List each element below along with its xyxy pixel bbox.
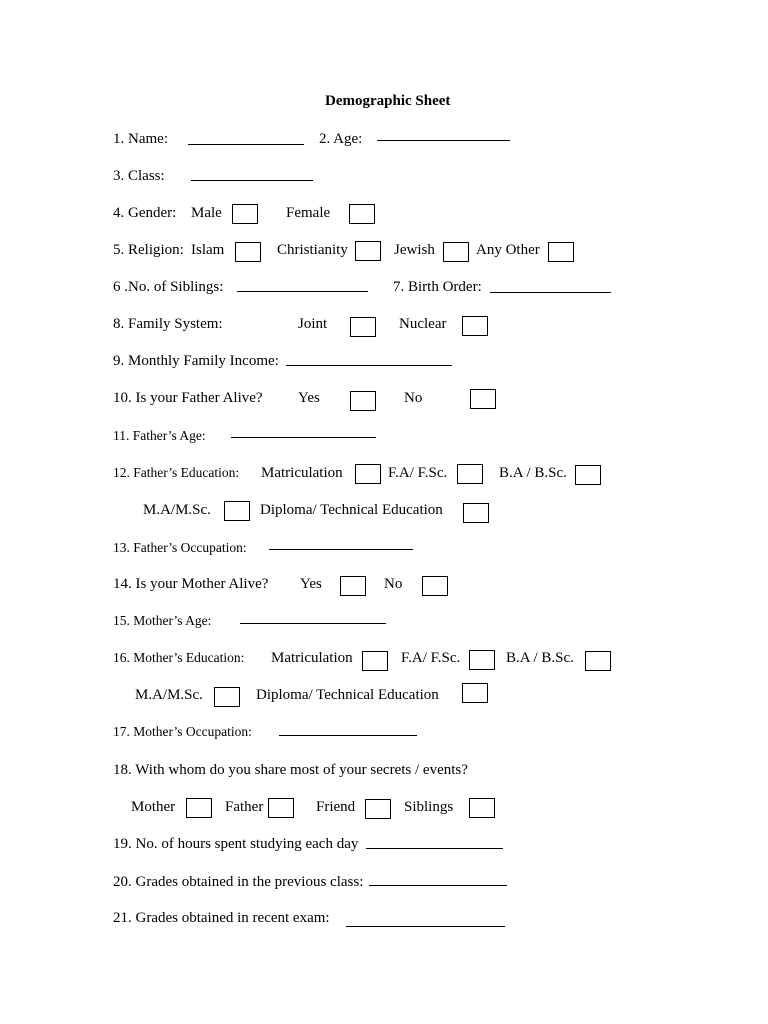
siblings-field[interactable] (237, 291, 368, 292)
mother-edu-matric-checkbox[interactable] (362, 651, 388, 671)
religion-option-christianity-label: Christianity (277, 242, 348, 258)
secrets-mother-label: Mother (131, 799, 176, 815)
secrets-father-checkbox[interactable] (268, 798, 294, 818)
birth-order-field[interactable] (490, 292, 611, 293)
father-alive-no-label: No (404, 390, 423, 406)
father-edu-ba-checkbox[interactable] (575, 465, 601, 485)
religion-option-jewish-label: Jewish (394, 242, 435, 258)
secrets-friend-label: Friend (316, 799, 356, 815)
family-nuclear-checkbox[interactable] (462, 316, 488, 336)
income-field[interactable] (286, 365, 452, 366)
income-label: 9. Monthly Family Income: (113, 353, 279, 369)
father-edu-ba-label: B.A / B.Sc. (499, 465, 567, 481)
mother-age-field[interactable] (240, 623, 386, 624)
mother-alive-yes-checkbox[interactable] (340, 576, 366, 596)
name-label: 1. Name: (113, 131, 168, 147)
father-edu-fa-checkbox[interactable] (457, 464, 483, 484)
father-edu-matric-label: Matriculation (261, 465, 343, 481)
mother-alive-label: 14. Is your Mother Alive? (113, 576, 269, 592)
mother-occupation-label: 17. Mother’s Occupation: (113, 724, 252, 739)
secrets-friend-checkbox[interactable] (365, 799, 391, 819)
secrets-mother-checkbox[interactable] (186, 798, 212, 818)
recent-grades-field[interactable] (346, 926, 505, 927)
class-field[interactable] (191, 180, 313, 181)
father-edu-ma-checkbox[interactable] (224, 501, 250, 521)
mother-edu-fa-label: F.A/ F.Sc. (401, 650, 461, 666)
mother-edu-ba-checkbox[interactable] (585, 651, 611, 671)
father-alive-yes-label: Yes (298, 390, 320, 406)
study-hours-label: 19. No. of hours spent studying each day (113, 836, 359, 852)
birth-order-label: 7. Birth Order: (393, 279, 482, 295)
gender-female-checkbox[interactable] (349, 204, 375, 224)
family-system-label: 8. Family System: (113, 316, 223, 332)
religion-christianity-checkbox[interactable] (355, 241, 381, 261)
gender-option-female-label: Female (286, 205, 331, 221)
age-label: 2. Age: (319, 131, 363, 147)
father-edu-ma-label: M.A/M.Sc. (143, 502, 211, 518)
mother-edu-ba-label: B.A / B.Sc. (506, 650, 574, 666)
secrets-siblings-label: Siblings (404, 799, 454, 815)
mother-alive-yes-label: Yes (300, 576, 322, 592)
study-hours-field[interactable] (366, 848, 503, 849)
previous-grades-label: 20. Grades obtained in the previous class: (113, 874, 364, 890)
siblings-label: 6 .No. of Siblings: (113, 279, 224, 295)
recent-grades-label: 21. Grades obtained in recent exam: (113, 910, 330, 926)
father-alive-yes-checkbox[interactable] (350, 391, 376, 411)
family-joint-checkbox[interactable] (350, 317, 376, 337)
previous-grades-field[interactable] (369, 885, 507, 886)
religion-other-checkbox[interactable] (548, 242, 574, 262)
secrets-father-label: Father (225, 799, 264, 815)
religion-option-other-label: Any Other (476, 242, 540, 258)
mother-edu-fa-checkbox[interactable] (469, 650, 495, 670)
mother-edu-matric-label: Matriculation (271, 650, 353, 666)
gender-male-checkbox[interactable] (232, 204, 258, 224)
father-age-label: 11. Father’s Age: (113, 428, 206, 443)
secrets-siblings-checkbox[interactable] (469, 798, 495, 818)
mother-education-label: 16. Mother’s Education: (113, 650, 245, 665)
father-occupation-label: 13. Father’s Occupation: (113, 540, 247, 555)
secrets-question: 18. With whom do you share most of your secrets / events? (113, 762, 468, 778)
father-edu-fa-label: F.A/ F.Sc. (388, 465, 448, 481)
class-label: 3. Class: (113, 168, 165, 184)
mother-edu-ma-checkbox[interactable] (214, 687, 240, 707)
religion-jewish-checkbox[interactable] (443, 242, 469, 262)
age-field[interactable] (377, 140, 510, 141)
family-joint-label: Joint (298, 316, 328, 332)
family-nuclear-label: Nuclear (399, 316, 447, 332)
father-alive-no-checkbox[interactable] (470, 389, 496, 409)
page-title: Demographic Sheet (325, 93, 451, 109)
father-edu-matric-checkbox[interactable] (355, 464, 381, 484)
mother-alive-no-checkbox[interactable] (422, 576, 448, 596)
gender-label: 4. Gender: (113, 205, 177, 221)
mother-occupation-field[interactable] (279, 735, 417, 736)
religion-option-islam-label: Islam (191, 242, 225, 258)
gender-option-male-label: Male (191, 205, 222, 221)
father-occupation-field[interactable] (269, 549, 413, 550)
religion-label: 5. Religion: (113, 242, 184, 258)
mother-alive-no-label: No (384, 576, 403, 592)
mother-edu-diploma-checkbox[interactable] (462, 683, 488, 703)
religion-islam-checkbox[interactable] (235, 242, 261, 262)
father-edu-diploma-label: Diploma/ Technical Education (260, 502, 443, 518)
father-edu-diploma-checkbox[interactable] (463, 503, 489, 523)
name-field[interactable] (188, 144, 304, 145)
mother-edu-diploma-label: Diploma/ Technical Education (256, 687, 439, 703)
father-age-field[interactable] (231, 437, 376, 438)
mother-age-label: 15. Mother’s Age: (113, 613, 212, 628)
father-education-label: 12. Father’s Education: (113, 465, 240, 480)
mother-edu-ma-label: M.A/M.Sc. (135, 687, 203, 703)
father-alive-label: 10. Is your Father Alive? (113, 390, 263, 406)
